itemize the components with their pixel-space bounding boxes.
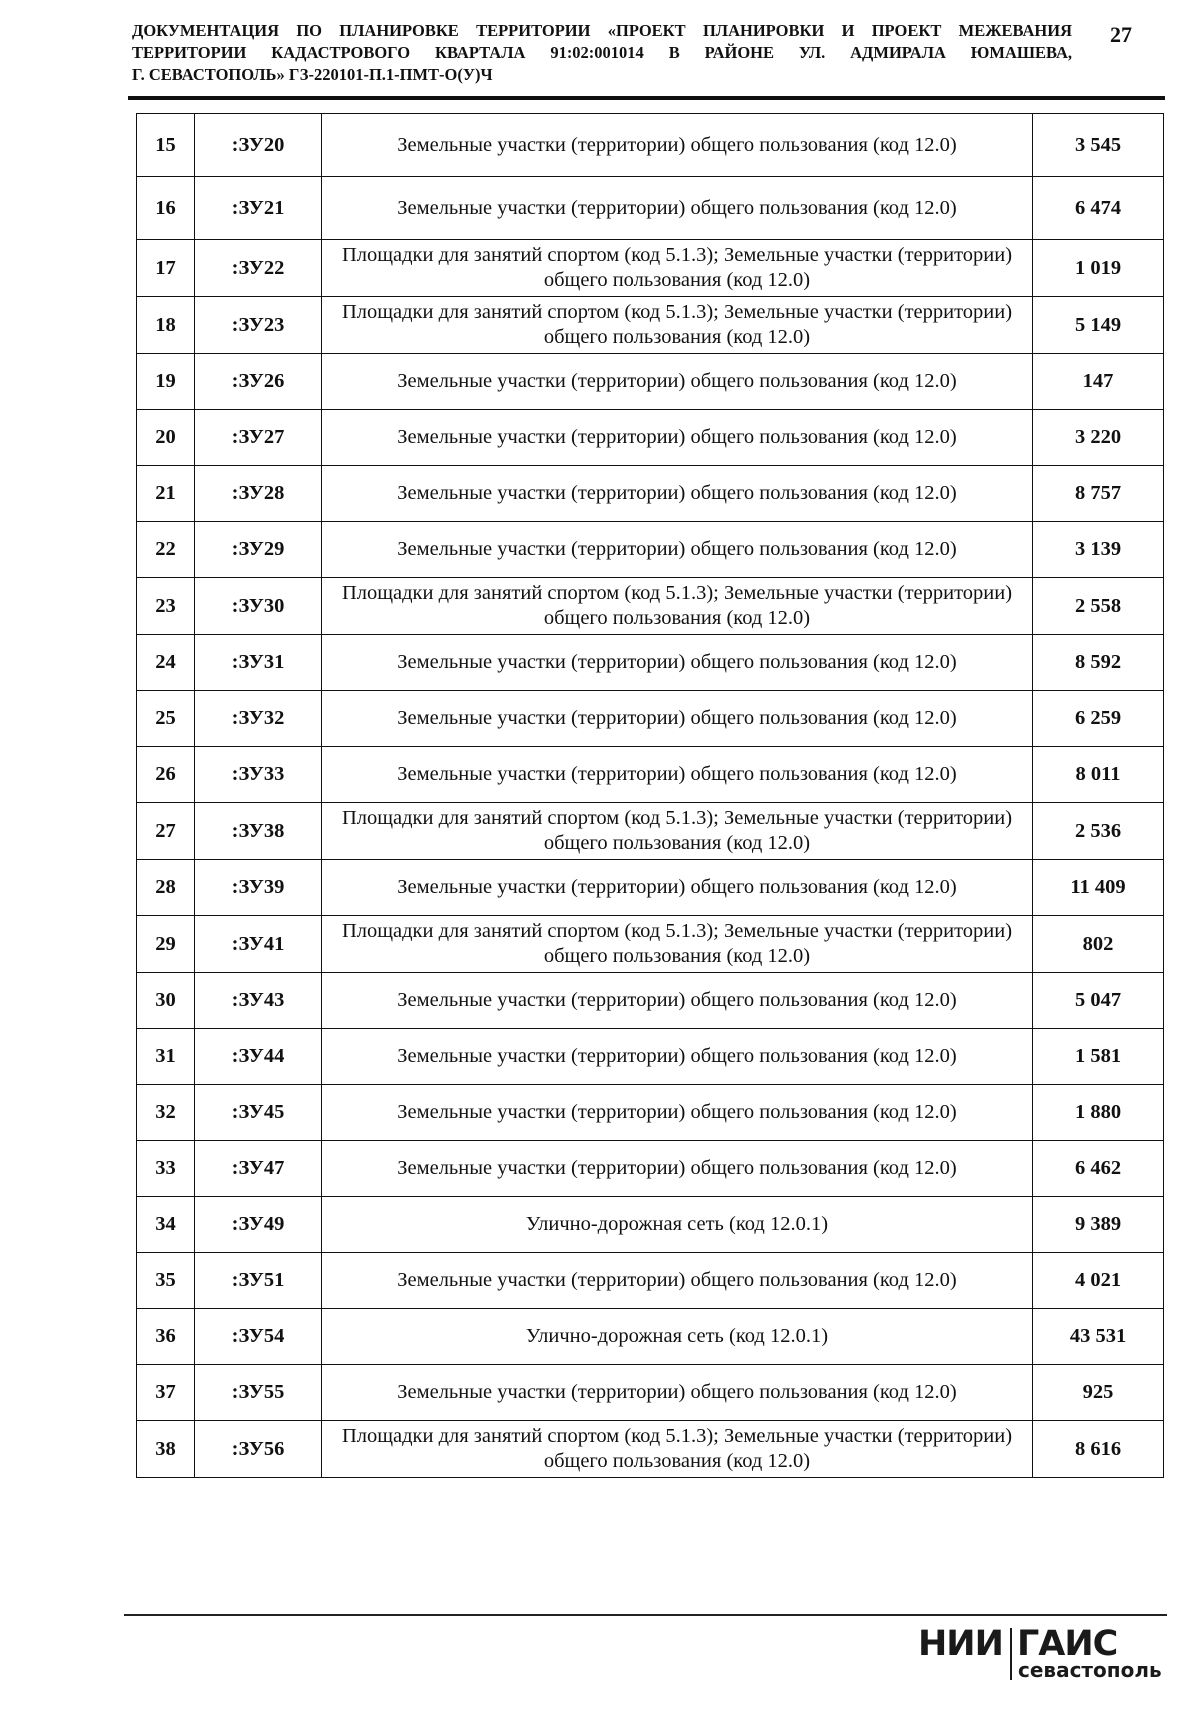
land-use-cell: Земельные участки (территории) общего пользования (код 12.0) [322,860,1033,916]
table-row [137,354,1164,410]
land-plots-table-body [137,114,1164,1478]
area-cell: 6 474 [1033,177,1164,240]
logo-divider [1010,1628,1012,1680]
row-number-cell: 29 [137,916,195,973]
area-cell: 802 [1033,916,1164,973]
area-cell: 6 259 [1033,691,1164,747]
table-row [137,177,1164,240]
land-use-cell: Земельные участки (территории) общего пользования (код 12.0) [322,1085,1033,1141]
document-title-line-2: ТЕРРИТОРИИ КАДАСТРОВОГО КВАРТАЛА 91:02:001014 В РАЙОНЕ УЛ. АДМИРАЛА ЮМАШЕВА, [132,43,1072,62]
area-cell: 8 616 [1033,1421,1164,1478]
area-cell: 5 047 [1033,973,1164,1029]
plot-code-cell: :ЗУ54 [195,1309,322,1365]
row-number-cell: 25 [137,691,195,747]
table-row [137,410,1164,466]
plot-code-cell: :ЗУ55 [195,1365,322,1421]
land-use-cell: Площадки для занятий спортом (код 5.1.3); Земельные участки (территории) общего пользования (код 12.0) [322,1421,1033,1478]
plot-code-cell: :ЗУ39 [195,860,322,916]
land-use-cell: Улично-дорожная сеть (код 12.0.1) [322,1197,1033,1253]
area-cell: 3 139 [1033,522,1164,578]
row-number-cell: 38 [137,1421,195,1478]
plot-code-cell: :ЗУ44 [195,1029,322,1085]
table-row [137,1309,1164,1365]
table-row [137,1141,1164,1197]
table-row [137,240,1164,297]
land-use-cell: Улично-дорожная сеть (код 12.0.1) [322,1309,1033,1365]
area-cell: 9 389 [1033,1197,1164,1253]
land-use-cell: Площадки для занятий спортом (код 5.1.3); Земельные участки (территории) общего пользования (код 12.0) [322,803,1033,860]
area-cell: 1 880 [1033,1085,1164,1141]
area-cell: 2 536 [1033,803,1164,860]
land-use-cell: Земельные участки (территории) общего пользования (код 12.0) [322,410,1033,466]
land-plots-table [136,113,1164,1478]
row-number-cell: 27 [137,803,195,860]
row-number-cell: 22 [137,522,195,578]
plot-code-cell: :ЗУ45 [195,1085,322,1141]
area-cell: 3 545 [1033,114,1164,177]
table-row [137,973,1164,1029]
area-cell: 8 592 [1033,635,1164,691]
land-use-cell: Земельные участки (территории) общего пользования (код 12.0) [322,114,1033,177]
plot-code-cell: :ЗУ22 [195,240,322,297]
plot-code-cell: :ЗУ29 [195,522,322,578]
row-number-cell: 32 [137,1085,195,1141]
table-row [137,635,1164,691]
plot-code-cell: :ЗУ41 [195,916,322,973]
plot-code-cell: :ЗУ27 [195,410,322,466]
table-row [137,1421,1164,1478]
land-use-cell: Площадки для занятий спортом (код 5.1.3); Земельные участки (территории) общего пользования (код 12.0) [322,578,1033,635]
table-row [137,1029,1164,1085]
row-number-cell: 18 [137,297,195,354]
area-cell: 8 757 [1033,466,1164,522]
land-use-cell: Земельные участки (территории) общего пользования (код 12.0) [322,354,1033,410]
land-use-cell: Земельные участки (территории) общего пользования (код 12.0) [322,1029,1033,1085]
table-row [137,916,1164,973]
land-use-cell: Земельные участки (территории) общего пользования (код 12.0) [322,635,1033,691]
area-cell: 147 [1033,354,1164,410]
logo-text-gais: ГАИС [1017,1624,1118,1664]
row-number-cell: 35 [137,1253,195,1309]
table-row [137,1197,1164,1253]
table-row [137,578,1164,635]
plot-code-cell: :ЗУ26 [195,354,322,410]
row-number-cell: 23 [137,578,195,635]
row-number-cell: 26 [137,747,195,803]
plot-code-cell: :ЗУ20 [195,114,322,177]
land-use-cell: Земельные участки (территории) общего пользования (код 12.0) [322,691,1033,747]
area-cell: 1 019 [1033,240,1164,297]
plot-code-cell: :ЗУ31 [195,635,322,691]
plot-code-cell: :ЗУ28 [195,466,322,522]
table-row [137,860,1164,916]
plot-code-cell: :ЗУ47 [195,1141,322,1197]
page-header [132,20,1132,90]
plot-code-cell: :ЗУ23 [195,297,322,354]
land-plots-table-container [136,113,1163,1478]
area-cell: 3 220 [1033,410,1164,466]
area-cell: 11 409 [1033,860,1164,916]
row-number-cell: 20 [137,410,195,466]
row-number-cell: 15 [137,114,195,177]
row-number-cell: 30 [137,973,195,1029]
land-use-cell: Земельные участки (территории) общего пользования (код 12.0) [322,177,1033,240]
row-number-cell: 28 [137,860,195,916]
document-title [132,20,1072,86]
row-number-cell: 37 [137,1365,195,1421]
area-cell: 6 462 [1033,1141,1164,1197]
land-use-cell: Земельные участки (территории) общего пользования (код 12.0) [322,747,1033,803]
table-row [137,747,1164,803]
plot-code-cell: :ЗУ21 [195,177,322,240]
area-cell: 4 021 [1033,1253,1164,1309]
area-cell: 925 [1033,1365,1164,1421]
land-use-cell: Земельные участки (территории) общего пользования (код 12.0) [322,1141,1033,1197]
land-use-cell: Площадки для занятий спортом (код 5.1.3); Земельные участки (территории) общего пользования (код 12.0) [322,916,1033,973]
plot-code-cell: :ЗУ32 [195,691,322,747]
land-use-cell: Площадки для занятий спортом (код 5.1.3); Земельные участки (территории) общего пользования (код 12.0) [322,240,1033,297]
land-use-cell: Земельные участки (территории) общего пользования (код 12.0) [322,466,1033,522]
row-number-cell: 31 [137,1029,195,1085]
area-cell: 2 558 [1033,578,1164,635]
land-use-cell: Земельные участки (территории) общего пользования (код 12.0) [322,522,1033,578]
plot-code-cell: :ЗУ49 [195,1197,322,1253]
row-number-cell: 36 [137,1309,195,1365]
plot-code-cell: :ЗУ38 [195,803,322,860]
area-cell: 1 581 [1033,1029,1164,1085]
row-number-cell: 19 [137,354,195,410]
row-number-cell: 21 [137,466,195,522]
area-cell: 8 011 [1033,747,1164,803]
row-number-cell: 16 [137,177,195,240]
land-use-cell: Земельные участки (территории) общего пользования (код 12.0) [322,973,1033,1029]
area-cell: 5 149 [1033,297,1164,354]
table-row [137,522,1164,578]
header-divider [128,96,1165,100]
row-number-cell: 33 [137,1141,195,1197]
row-number-cell: 17 [137,240,195,297]
document-title-line-3: Г. СЕВАСТОПОЛЬ» ГЗ-220101-П.1-ПМТ-О(У)Ч [132,65,493,84]
land-use-cell: Земельные участки (территории) общего пользования (код 12.0) [322,1253,1033,1309]
table-row [137,1085,1164,1141]
table-row [137,297,1164,354]
table-row [137,1365,1164,1421]
plot-code-cell: :ЗУ43 [195,973,322,1029]
page-number: 27 [1110,22,1132,47]
logo-text-city: севастополь [1018,1658,1162,1682]
footer-divider [124,1614,1167,1616]
logo-text-nii: НИИ [918,1624,1003,1664]
row-number-cell: 34 [137,1197,195,1253]
table-row [137,114,1164,177]
land-use-cell: Площадки для занятий спортом (код 5.1.3); Земельные участки (территории) общего пользования (код 12.0) [322,297,1033,354]
area-cell: 43 531 [1033,1309,1164,1365]
plot-code-cell: :ЗУ51 [195,1253,322,1309]
nii-gais-logo [918,1620,1168,1680]
table-row [137,691,1164,747]
plot-code-cell: :ЗУ56 [195,1421,322,1478]
land-use-cell: Земельные участки (территории) общего пользования (код 12.0) [322,1365,1033,1421]
plot-code-cell: :ЗУ30 [195,578,322,635]
document-title-line-1: ДОКУМЕНТАЦИЯ ПО ПЛАНИРОВКЕ ТЕРРИТОРИИ «ПРОЕКТ ПЛАНИРОВКИ И ПРОЕКТ МЕЖЕВАНИЯ [132,21,1072,40]
plot-code-cell: :ЗУ33 [195,747,322,803]
table-row [137,466,1164,522]
row-number-cell: 24 [137,635,195,691]
table-row [137,1253,1164,1309]
table-row [137,803,1164,860]
